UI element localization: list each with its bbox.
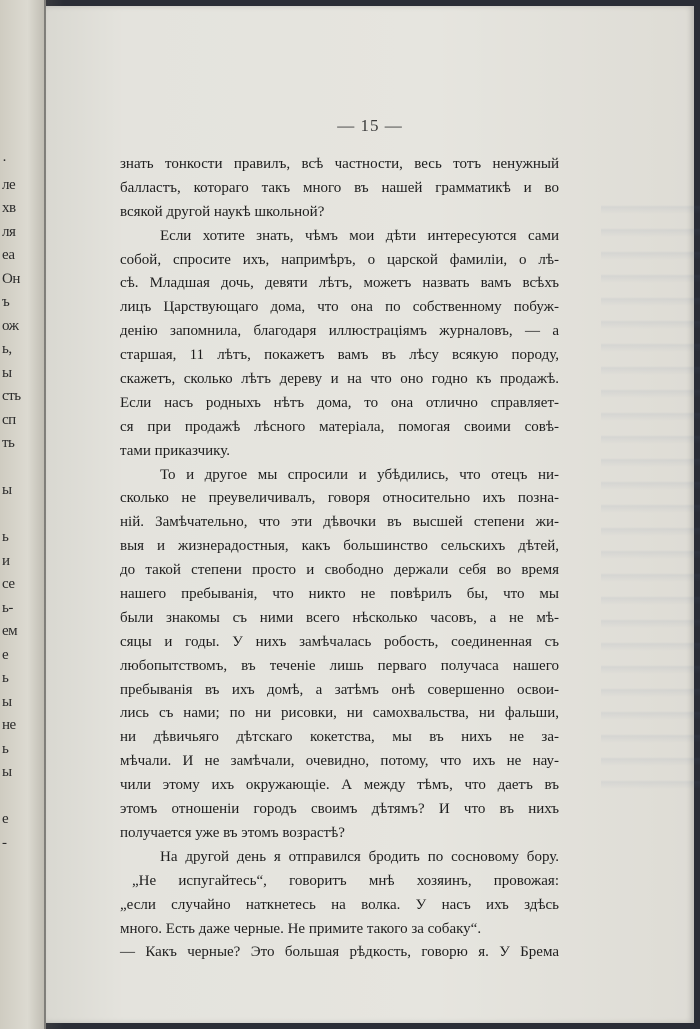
page-number: — 15 — — [337, 116, 403, 135]
left-page-fragment — [2, 456, 28, 480]
text-line: любопытствомъ, въ теченіе лишь перваго получаса нашего — [120, 657, 559, 674]
left-page-fragment: е — [2, 811, 9, 827]
left-page-fragment: и — [2, 552, 10, 569]
left-page-fragment: не — [2, 717, 16, 733]
left-page-fragment: ы — [2, 482, 12, 498]
adjacent-left-page — [0, 0, 46, 1029]
text-line: То и другое мы спросили и убѣдились, что отецъ ни- — [160, 466, 559, 483]
left-page-fragment: ь — [2, 670, 9, 686]
text-line: до такой степени просто и свободно держали себя во время — [120, 562, 559, 579]
text-line: пребыванія въ ихъ домѣ, а затѣмъ онѣ совершенно освои- — [120, 681, 559, 698]
text-line: „Не испугайтесь“, говоритъ мнѣ хозяинъ, провожая: — [132, 872, 559, 889]
left-page-fragment: се — [2, 576, 15, 592]
left-page-fragment: ля — [2, 223, 16, 240]
left-page-fragment: · — [2, 153, 7, 169]
text-line: собой, спросите ихъ, напримѣръ, о царской фамиліи, о лѣ- — [120, 251, 559, 268]
text-line: ни дѣвичьяго дѣтскаго кокетства, мы въ нихъ не за- — [120, 729, 559, 746]
text-line: мѣчали. И не замѣчали, очевидно, потому, что ихъ не нау- — [120, 753, 559, 770]
text-line: много. Есть даже черные. Не примите такого за собаку“. — [120, 920, 482, 937]
left-page-fragment: хв — [2, 200, 16, 216]
left-page-fragment: сп — [2, 411, 16, 428]
left-page-fragment — [2, 855, 28, 879]
text-line: старшая, 11 лѣтъ, покажетъ вамъ въ лѣсу всякую породу, — [120, 347, 559, 364]
text-line: тами приказчику. — [120, 442, 230, 459]
show-through-bleed — [601, 191, 700, 791]
left-page-fragment: еа — [2, 247, 15, 263]
text-line: Если хотите знать, чѣмъ мои дѣти интересуются сами — [160, 227, 559, 244]
left-page-fragment: ы — [2, 364, 12, 381]
left-page-fragment: ле — [2, 176, 16, 193]
left-page-fragment: ь — [2, 740, 9, 757]
text-line: лицъ Царствующаго дома, что она по собственному побуж- — [120, 299, 559, 316]
book-page — [46, 6, 694, 1023]
text-line: сяцы и годы. У нихъ замѣчалась робость, соединенная съ — [120, 633, 559, 650]
body-text — [120, 153, 559, 965]
text-line: балластъ, котораго такъ много въ нашей грамматикѣ и во — [120, 179, 559, 196]
left-page-fragment: ем — [2, 623, 18, 639]
text-line: скажетъ, сколько лѣтъ дереву и на что оно годно къ продажѣ. — [120, 371, 559, 388]
left-page-fragment: ъ — [2, 294, 10, 310]
left-page-fragment: Он — [2, 270, 20, 287]
text-line: были знакомы съ ними всего нѣсколько часовъ, а не мѣ- — [120, 609, 559, 626]
text-line: На другой день я отправился бродить по сосновому бору. — [160, 848, 559, 865]
left-page-fragment: - — [2, 834, 7, 851]
left-page-fragment: е — [2, 646, 9, 663]
left-page-fragment: ы — [2, 764, 12, 780]
text-line: „если случайно наткнетесь на волка. У насъ ихъ здѣсь — [120, 896, 559, 913]
text-line: всякой другой наукѣ школьной? — [120, 203, 325, 220]
left-page-fragment: ь- — [2, 599, 13, 616]
left-page-fragment — [2, 503, 28, 527]
text-line: этомъ отношеніи городъ своимъ дѣтямъ? И что въ нихъ — [120, 801, 559, 818]
left-page-fragment — [2, 785, 28, 809]
text-line: лись съ нами; по ни рисовки, ни самохвальства, ни фальши, — [120, 705, 559, 722]
text-line: ній. Замѣчательно, что эти дѣвочки въ высшей степени жи- — [120, 514, 559, 531]
text-line: чили этому ихъ окружающіе. А между тѣмъ, что даетъ въ — [120, 777, 559, 794]
text-line: выя и жизнерадостныя, какъ большинство сельскихъ дѣтей, — [120, 538, 559, 555]
text-line: — Какъ черные? Это большая рѣдкость, говорю я. У Брема — [120, 944, 559, 961]
text-line: ся при продажѣ лѣсного матеріала, помогая своими совѣ- — [120, 418, 559, 435]
left-page-fragment — [2, 902, 28, 926]
text-line: денію запомнила, благодаря иллюстраціямъ журналовъ, — а — [120, 323, 559, 340]
left-page-fragment — [2, 879, 28, 903]
text-line: сѣ. Младшая дочь, девяти лѣтъ, можетъ назвать вамъ всѣхъ — [120, 275, 559, 292]
text-line: получается уже въ этомъ возрастѣ? — [120, 824, 345, 841]
left-page-fragment: ы — [2, 693, 12, 710]
text-line: нашего пребыванія, что никто не повѣрилъ бы, что мы — [120, 586, 559, 603]
text-line: Если насъ родныхъ нѣтъ дома, то она отлично справляет- — [120, 394, 559, 411]
left-page-fragment: сть — [2, 388, 21, 404]
text-line: сколько не преувеличивалъ, говоря относительно ихъ позна- — [120, 490, 559, 507]
text-line: знать тонкости правилъ, всѣ частности, весь тотъ ненужный — [120, 156, 559, 172]
left-page-fragment: ь — [2, 529, 9, 545]
left-page-fragment: ь, — [2, 341, 12, 357]
left-page-text-fragments — [2, 150, 28, 926]
left-page-fragment: ож — [2, 317, 19, 334]
left-page-fragment: ть — [2, 435, 15, 451]
